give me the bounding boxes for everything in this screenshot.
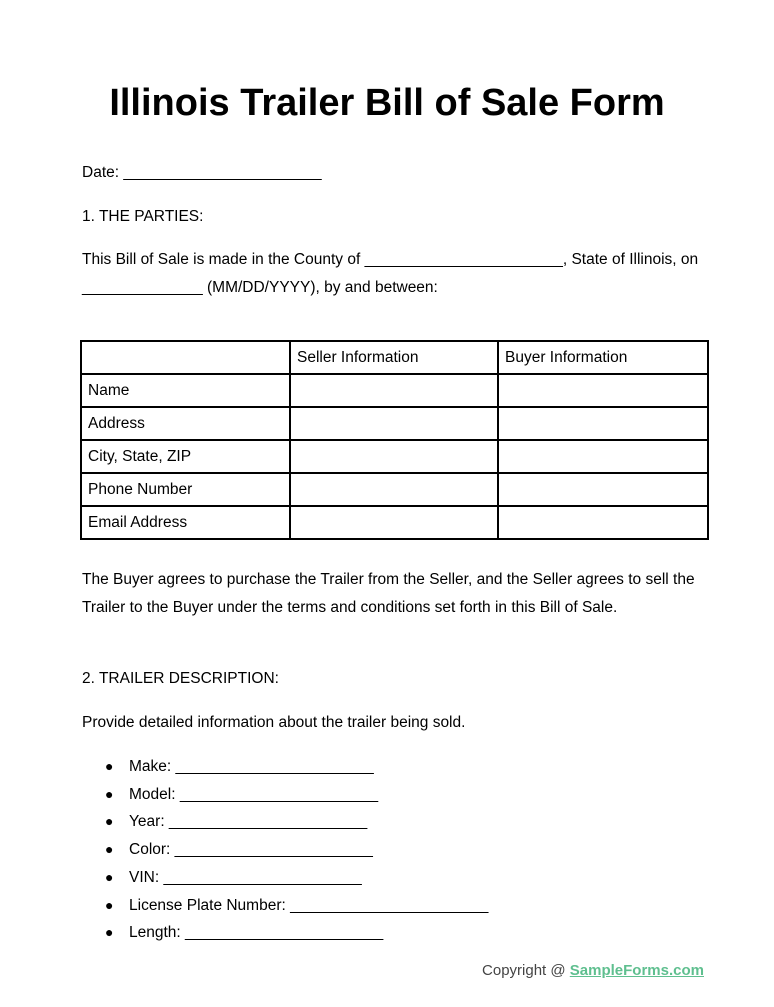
row-label-email: Email Address [81, 506, 290, 539]
list-item [0, 808, 488, 836]
section-heading-trailer: 2. TRAILER DESCRIPTION: [82, 670, 279, 687]
table-row [81, 506, 708, 539]
table-header-cell [81, 341, 290, 374]
list-item [0, 836, 488, 864]
field-make: Make: _______________________ [129, 758, 374, 775]
buyer-city-cell[interactable] [498, 440, 708, 473]
buyer-phone-cell[interactable] [498, 473, 708, 506]
list-item [0, 753, 488, 781]
table-header-row [81, 341, 708, 374]
brand-link[interactable]: SampleForms.com [569, 962, 704, 979]
bullet-icon: ● [105, 785, 114, 802]
buyer-email-cell[interactable] [498, 506, 708, 539]
list-item [0, 781, 488, 809]
section-heading-parties: 1. THE PARTIES: [82, 208, 204, 225]
seller-city-cell[interactable] [290, 440, 498, 473]
list-item [0, 892, 488, 920]
field-model: Model: _______________________ [129, 785, 379, 803]
parties-table [80, 340, 709, 540]
field-length: Length: _______________________ [129, 924, 384, 942]
seller-email-cell[interactable] [290, 506, 498, 539]
seller-name-cell[interactable] [290, 374, 498, 407]
row-label-city-state-zip: City, State, ZIP [81, 440, 290, 473]
copyright-text: Copyright @ [482, 962, 570, 979]
bullet-icon: ● [105, 868, 114, 885]
list-item [0, 864, 488, 892]
field-color: Color: _______________________ [129, 841, 373, 859]
bullet-icon: ● [105, 758, 114, 774]
list-item [0, 919, 488, 947]
row-label-address: Address [81, 407, 290, 440]
section-instruction: Provide detailed information about the trailer being sold. [82, 714, 466, 731]
seller-phone-cell[interactable] [290, 473, 498, 506]
table-header-buyer: Buyer Information [498, 341, 708, 374]
field-vin: VIN: _______________________ [129, 868, 362, 886]
bullet-icon: ● [105, 924, 114, 941]
table-row [81, 473, 708, 506]
row-label-phone: Phone Number [81, 473, 290, 506]
buyer-name-cell[interactable] [498, 374, 708, 407]
bullet-icon: ● [105, 896, 114, 913]
date-line: Date: _______________________ [82, 164, 322, 181]
field-license-plate: License Plate Number: _______________________ [129, 896, 489, 914]
table-header-seller: Seller Information [290, 341, 498, 374]
row-label-name: Name [81, 374, 290, 407]
table-row [81, 440, 708, 473]
bullet-icon: ● [105, 813, 114, 830]
trailer-fields-list [0, 753, 488, 947]
page-title: Illinois Trailer Bill of Sale Form [109, 82, 665, 124]
field-year: Year: _______________________ [129, 813, 368, 831]
footer-copyright [482, 959, 704, 983]
agreement-paragraph: The Buyer agrees to purchase the Trailer from the Seller, and the Seller agrees to sell the Trailer to the Buyer under the terms and conditions set forth in this Bill of Sale. [82, 571, 695, 616]
bullet-icon: ● [105, 841, 114, 858]
intro-paragraph: This Bill of Sale is made in the County of _______________________, State of Illinois, on ______________ (MM/DD/YYYY), by and between: [82, 251, 699, 296]
seller-address-cell[interactable] [290, 407, 498, 440]
table-row [81, 374, 708, 407]
table-row [81, 407, 708, 440]
buyer-address-cell[interactable] [498, 407, 708, 440]
